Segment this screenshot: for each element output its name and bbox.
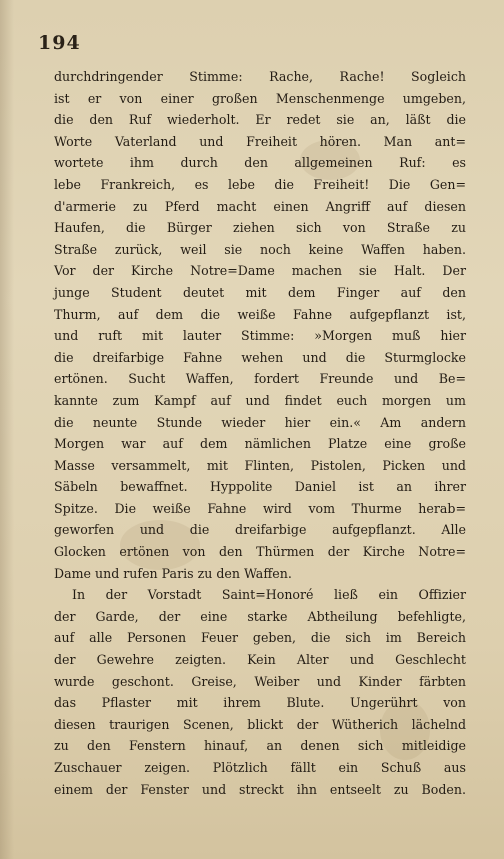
text-line: Morgen war auf dem nämlichen Platze eine große bbox=[54, 436, 466, 452]
text-line: Dame und rufen Paris zu den Waffen. bbox=[54, 565, 292, 581]
text-line: Thurm, auf dem die weiße Fahne aufgepflanzt ist, bbox=[54, 306, 466, 322]
text-line: die dreifarbige Fahne wehen und die Sturmglocke bbox=[54, 349, 466, 365]
text-line: diesen traurigen Scenen, blickt der Wütherich lächelnd bbox=[54, 716, 466, 732]
text-line: der Gewehre zeigten. Kein Alter und Geschlecht bbox=[54, 652, 466, 668]
text-line: einem der Fenster und streckt ihn entseelt zu Boden. bbox=[54, 781, 466, 797]
text-line: lebe Frankreich, es lebe die Freiheit! Die Gen= bbox=[54, 176, 466, 192]
text-line: Säbeln bewaffnet. Hyppolite Daniel ist an ihrer bbox=[54, 479, 466, 495]
text-line: und ruft mit lauter Stimme: »Morgen muß hier bbox=[54, 328, 466, 344]
text-line: wortete ihm durch den allgemeinen Ruf: es bbox=[54, 155, 466, 171]
text-line: Spitze. Die weiße Fahne wird vom Thurme herab= bbox=[54, 500, 466, 516]
text-line: Masse versammelt, mit Flinten, Pistolen, Picken und bbox=[54, 457, 466, 473]
page-number: 194 bbox=[38, 32, 81, 54]
text-line: Glocken ertönen von den Thürmen der Kirche Notre= bbox=[54, 544, 466, 560]
body-text bbox=[54, 66, 466, 800]
text-line: auf alle Personen Feuer geben, die sich im Bereich bbox=[54, 630, 466, 646]
text-line: ist er von einer großen Menschenmenge umgeben, bbox=[54, 90, 466, 106]
text-line: geworfen und die dreifarbige aufgepflanzt. Alle bbox=[54, 522, 466, 538]
text-line: Vor der Kirche Notre=Dame machen sie Halt. Der bbox=[54, 263, 466, 279]
text-line: d'armerie zu Pferd macht einen Angriff auf diesen bbox=[54, 198, 466, 214]
text-line: der Garde, der eine starke Abtheilung befehligte, bbox=[54, 608, 466, 624]
text-line: die den Ruf wiederholt. Er redet sie an, läßt die bbox=[54, 112, 466, 128]
text-line: Straße zurück, weil sie noch keine Waffen haben. bbox=[54, 241, 466, 257]
text-line: wurde geschont. Greise, Weiber und Kinder färbten bbox=[54, 673, 466, 689]
text-line: Worte Vaterland und Freiheit hören. Man ant= bbox=[54, 133, 466, 149]
paragraph-start-line: In der Vorstadt Saint=Honoré ließ ein Offizier bbox=[72, 587, 466, 603]
binding-shadow bbox=[0, 0, 14, 859]
text-line: Zuschauer zeigen. Plötzlich fällt ein Schuß aus bbox=[54, 760, 466, 775]
text-line: junge Student deutet mit dem Finger auf den bbox=[54, 284, 466, 300]
text-line: Haufen, die Bürger ziehen sich von Straße zu bbox=[54, 220, 466, 236]
text-line: durchdringender Stimme: Rache, Rache! Sogleich bbox=[54, 69, 466, 84]
text-line: zu den Fenstern hinauf, an denen sich mitleidige bbox=[54, 738, 466, 754]
text-line: ertönen. Sucht Waffen, fordert Freunde und Be= bbox=[54, 371, 466, 387]
text-line: kannte zum Kampf auf und findet euch morgen um bbox=[54, 392, 466, 408]
text-line: das Pflaster mit ihrem Blute. Ungerührt von bbox=[54, 695, 466, 711]
text-line: die neunte Stunde wieder hier ein.« Am andern bbox=[54, 414, 466, 430]
